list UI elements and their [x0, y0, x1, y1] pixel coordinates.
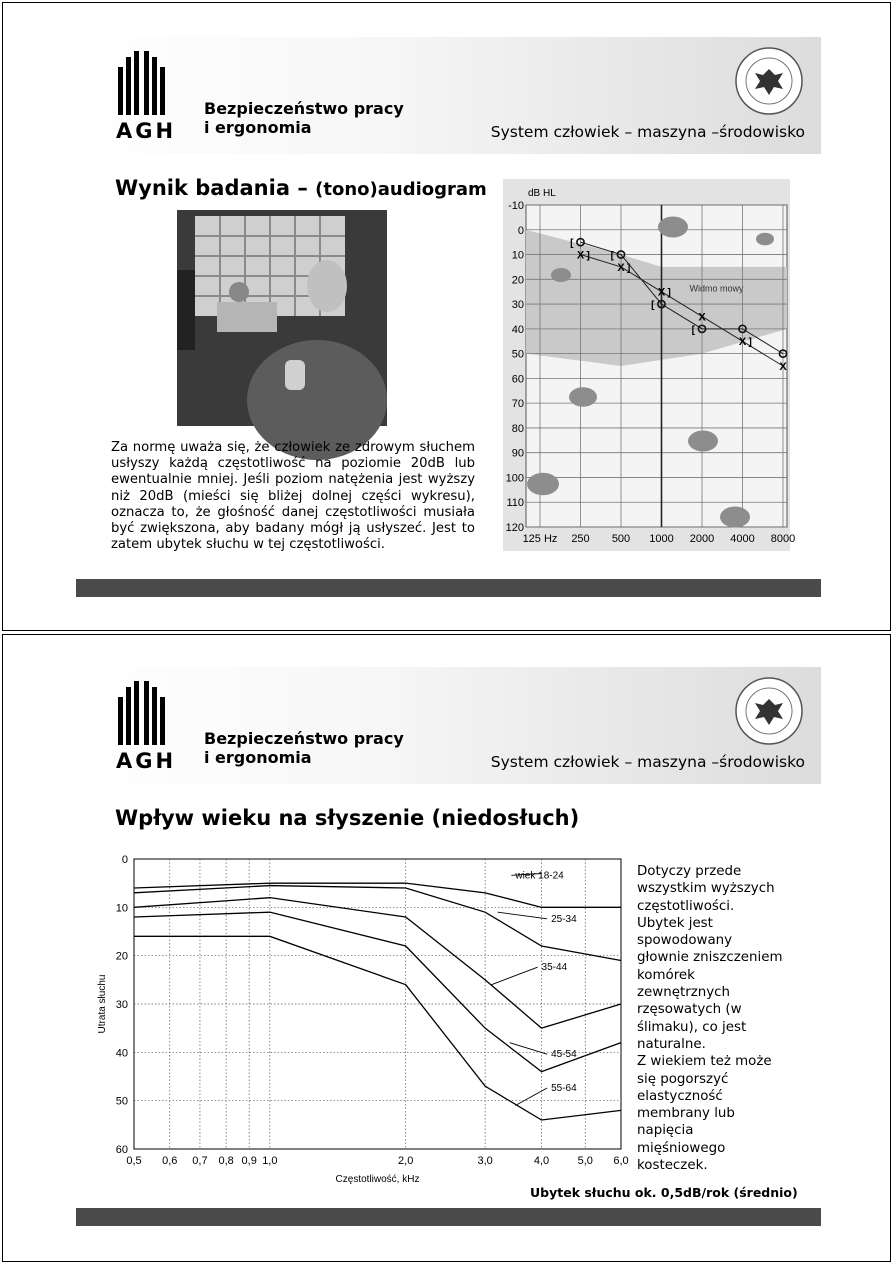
marker-x: X	[576, 249, 585, 262]
agh-logo-text: AGH	[116, 749, 177, 773]
y-tick-label: -10	[508, 200, 524, 212]
airplane-icon	[720, 507, 750, 528]
faculty-seal	[733, 45, 805, 117]
marker-bracket-left: [	[570, 238, 574, 250]
y-tick-label: 20	[511, 274, 524, 287]
series-label-4: 45-54	[551, 1049, 577, 1061]
text-line: kosteczek.	[637, 1158, 708, 1174]
footer-bar	[76, 1208, 821, 1226]
agh-logo	[114, 49, 177, 144]
marker-bracket-left: [	[651, 300, 655, 312]
y-tick-label: 10	[115, 902, 128, 915]
x-tick-label: 4000	[730, 533, 755, 545]
series-label-5: 55-64	[551, 1083, 577, 1094]
series-label-1: wiek 18-24	[515, 870, 564, 882]
x-tick-label: 1,0	[262, 1155, 278, 1167]
y-tick-label: 50	[511, 348, 524, 361]
y-tick-label: 0	[121, 854, 128, 866]
text-line: częstotliwości.	[637, 898, 735, 914]
slide-header	[76, 667, 821, 784]
y-tick-label: 30	[115, 999, 128, 1011]
y-tick-label: 80	[511, 422, 524, 435]
y-tick-label: 70	[511, 398, 524, 411]
text-line: się pogorszyć	[637, 1071, 729, 1087]
slide2-text	[637, 863, 817, 1174]
x-tick-label: 8000	[770, 533, 796, 545]
y-axis-label: Utrata słuchu	[97, 974, 108, 1034]
marker-bracket-right: ]	[667, 287, 671, 299]
dog-icon	[569, 387, 597, 407]
slide-title: Wpływ wieku na słyszenie (niedosłuch)	[115, 806, 580, 830]
age-hearing-svg	[91, 853, 629, 1193]
x-tick-label: 2,0	[398, 1155, 414, 1167]
x-tick-label: 500	[611, 533, 631, 545]
hearing-loss-note: Ubytek słuchu ok. 0,5dB/rok (średnio)	[530, 1185, 798, 1200]
y-tick-label: 50	[115, 1095, 128, 1108]
text-line: Ubytek jest	[637, 915, 713, 931]
header-subtitle: System człowiek – maszyna –środowisko	[490, 123, 805, 141]
course-title: Bezpieczeństwo pracy i ergonomia	[204, 729, 404, 767]
x-tick-label: 6,0	[613, 1155, 629, 1167]
marker-x: X	[738, 336, 747, 349]
text-line: naturalne.	[637, 1036, 706, 1052]
x-tick-label: 0,9	[241, 1155, 257, 1167]
agh-logo	[114, 679, 177, 774]
series-label-2: 25-34	[551, 913, 577, 925]
audiogram-chart	[503, 179, 796, 551]
y-tick-label: 20	[115, 950, 128, 963]
leaves-icon	[658, 217, 688, 238]
y-tick-label: 60	[511, 373, 524, 386]
speech-band-label: Widmo mowy	[689, 283, 744, 294]
marker-x: X	[657, 286, 666, 299]
x-tick-label: 5,0	[577, 1155, 593, 1167]
text-line: membrany lub	[637, 1106, 735, 1122]
series-label-3: 35-44	[541, 962, 568, 974]
x-tick-label: 3,0	[477, 1155, 493, 1167]
header-subtitle: System człowiek – maszyna –środowisko	[490, 753, 805, 771]
slide1-paragraph: Za normę uważa się, że człowiek ze zdrowym słuchem usłyszy każdą częstotliwość na poziomie 20dB lub ewentualnie mniej. Jeśli poziom natężenia jest wyższy niż 20dB (mieści się bliżej dolnej części wykresu), oznacza to, że głośność danej częstotliwości musiała być zwiększona, aby badany mógł ją usłyszeć. Jest to zatem ubytek słuchu w tej częstotliwości.	[111, 440, 475, 553]
agh-logo-text: AGH	[116, 119, 177, 143]
text-line: napięcia	[637, 1123, 694, 1139]
text-line: Z wiekiem też może	[637, 1054, 772, 1070]
x-tick-label: 2000	[689, 533, 715, 545]
telephone-icon	[688, 431, 718, 452]
age-hearing-chart	[91, 853, 629, 1193]
y-tick-label: 100	[505, 472, 524, 485]
text-line: komórek	[637, 967, 695, 983]
footer-bar	[76, 579, 821, 597]
y-tick-label: 110	[506, 497, 524, 510]
course-title: Bezpieczeństwo pracy i ergonomia	[204, 99, 404, 137]
marker-bracket-left: [	[691, 324, 695, 336]
audiometry-photo	[177, 210, 387, 426]
faucet-icon	[551, 268, 571, 282]
text-line: elastyczność	[637, 1088, 723, 1104]
text-line: mięśniowego	[637, 1140, 726, 1156]
text-line: rzęsowatych (w	[637, 1002, 742, 1018]
text-line: Dotyczy przede	[637, 864, 742, 879]
x-tick-label: 1000	[649, 533, 674, 545]
x-tick-label: 125 Hz	[522, 533, 558, 545]
y-axis-label: dB HL	[528, 188, 556, 199]
y-tick-label: 40	[115, 1047, 128, 1060]
y-tick-label: 30	[511, 299, 524, 312]
x-tick-label: 4,0	[533, 1155, 550, 1167]
faculty-seal	[733, 675, 805, 747]
x-tick-label: 0,6	[162, 1155, 178, 1167]
text-line: zewnętrznych	[637, 985, 730, 1001]
y-tick-label: 10	[511, 249, 524, 262]
text-line: wszystkim wyższych	[637, 881, 775, 897]
y-tick-label: 90	[511, 447, 524, 460]
slide-2	[2, 634, 891, 1262]
marker-bracket-left: [	[610, 250, 614, 262]
x-tick-label: 0,5	[126, 1155, 142, 1167]
x-axis-label: Częstotliwość, kHz	[335, 1174, 420, 1185]
audiogram-svg	[503, 179, 796, 551]
text-line: głownie zniszczeniem	[637, 950, 783, 966]
text-line: spowodowany	[637, 933, 733, 949]
x-tick-label: 250	[571, 533, 590, 545]
bus-icon	[527, 473, 559, 495]
slide-title: Wynik badania – (tono)audiogram	[115, 176, 487, 200]
text-line: ślimaku), co jest	[637, 1019, 747, 1035]
y-tick-label: 40	[511, 323, 524, 336]
y-tick-label: 0	[517, 224, 524, 237]
bird-icon	[756, 233, 774, 246]
marker-bracket-right: ]	[748, 337, 752, 349]
y-tick-label: 60	[115, 1144, 128, 1156]
x-tick-label: 0,7	[192, 1155, 208, 1167]
marker-x: X	[698, 311, 706, 324]
marker-bracket-right: ]	[586, 250, 590, 262]
x-tick-label: 0,8	[218, 1155, 234, 1167]
marker-bracket-right: ]	[627, 262, 631, 274]
slide-1	[2, 2, 891, 631]
marker-x: X	[779, 361, 787, 373]
slide-header	[76, 37, 821, 154]
marker-x: X	[617, 261, 625, 274]
y-tick-label: 120	[505, 522, 524, 534]
